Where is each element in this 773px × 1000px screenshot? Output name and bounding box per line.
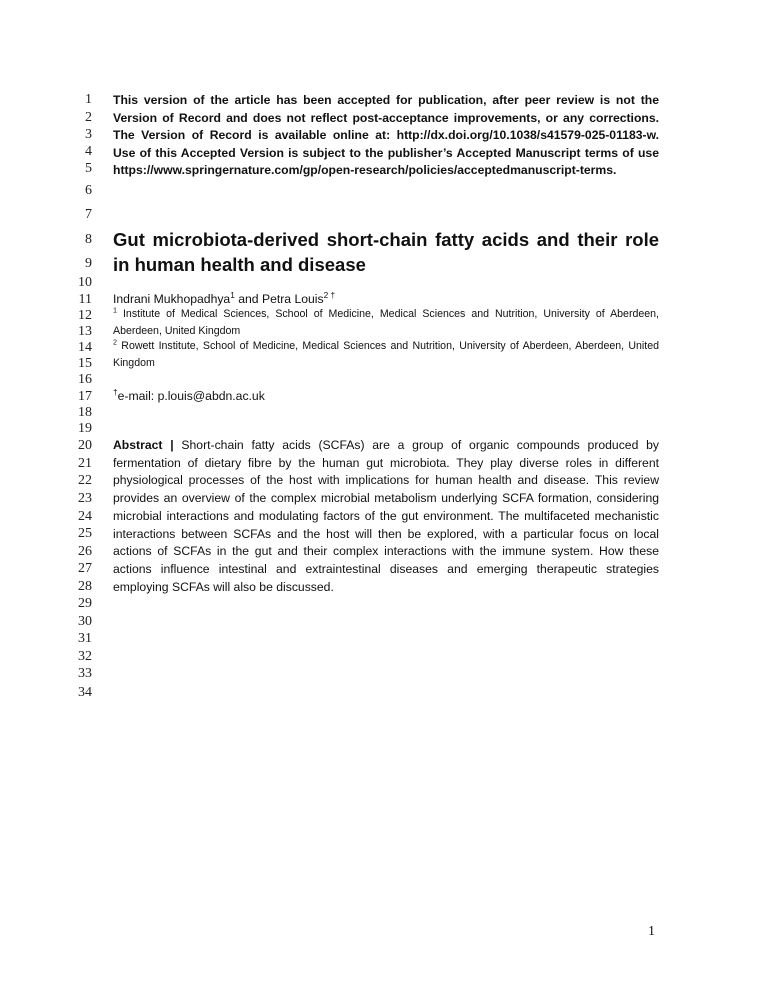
author-affiliation-mark: 1 [230,289,235,300]
line-number: 10 [78,275,92,290]
line-number: 6 [85,183,92,198]
author-affiliation-mark: 2 † [323,289,336,300]
line-number: 15 [78,356,92,371]
line-number: 20 [78,438,92,453]
line-number: 24 [78,509,92,524]
accepted-version-notice: This version of the article has been accepted for publication, after peer review is not the Version of Record and does not reflect post-acceptance improvements, or any corrections. The Version of Record is available online at: http://dx.doi.org/10.1038/s41579-025-01183-w. Use of this Accepted Version is subject to the publisher’s Accepted Manuscript terms of use https://www.springernature.com/gp/open-research/policies/acceptedmanuscript-terms. [113,93,659,178]
affiliation [113,338,659,372]
line-number: 28 [78,579,92,594]
line-number: 29 [78,596,92,611]
line-number: 32 [78,649,92,664]
line-number: 26 [78,544,92,559]
line-number: 12 [78,308,92,323]
line-number: 8 [85,232,92,247]
line-number: 16 [78,372,92,387]
email-text: e-mail: p.louis@abdn.ac.uk [117,389,265,403]
line-number: 9 [85,256,92,271]
line-number: 30 [78,614,92,629]
line-number: 1 [85,92,92,107]
line-number: 11 [78,292,92,307]
line-number: 25 [78,526,92,541]
page-number: 1 [648,924,655,939]
line-number: 5 [85,161,92,176]
line-number: 14 [78,340,92,355]
line-number: 22 [78,473,92,488]
line-number: 19 [78,421,92,436]
line-number: 27 [78,561,92,576]
abstract-body: Short-chain fatty acids (SCFAs) are a group of organic compounds produced by fermentation of dietary fibre by the human gut microbiota. They play diverse roles in different physiological processes of the host with implications for human health and disease. This review provides an overview of the complex microbial metabolism underlying SCFA formation, considering microbial interactions and modulating factors of the gut environment. The multifaceted mechanistic interactions between SCFAs and the host will then be explored, with a particular focus on local actions of SCFAs in the gut and their complex interactions with the immune system. How these actions influence intestinal and extraintestinal diseases and emerging therapeutic strategies employing SCFAs will also be discussed. [113,438,659,594]
line-number: 23 [78,491,92,506]
abstract-heading: Abstract | [113,438,174,452]
affiliation [113,306,659,340]
line-number: 17 [78,389,92,404]
line-number: 13 [78,324,92,339]
email-mark: † [113,386,118,397]
affiliation-mark: 2 [113,337,117,347]
affiliation-text: Institute of Medical Sciences, School of Medicine, Medical Sciences and Nutrition, University of Aberdeen, Aberdeen, United Kingdom [113,308,659,337]
author-line [113,291,659,307]
line-number: 34 [78,685,92,700]
affiliation-text: Rowett Institute, School of Medicine, Medical Sciences and Nutrition, University of Aberdeen, Aberdeen, United Kingdom [113,340,659,369]
line-number: 21 [78,456,92,471]
line-number: 4 [85,144,92,159]
corresponding-email [113,388,659,404]
line-number: 33 [78,666,92,681]
line-number: 31 [78,631,92,646]
article-title: Gut microbiota-derived short-chain fatty acids and their role in human health and disease [113,229,659,275]
line-number: 7 [85,207,92,222]
affiliation-mark: 1 [113,305,117,315]
author-name: Indrani Mukhopadhya [113,292,231,306]
abstract [113,437,659,596]
line-number: 18 [78,405,92,420]
line-number: 3 [85,127,92,142]
line-number: 2 [85,110,92,125]
author-connector: and [234,292,262,306]
author-name: Petra Louis [261,292,324,306]
